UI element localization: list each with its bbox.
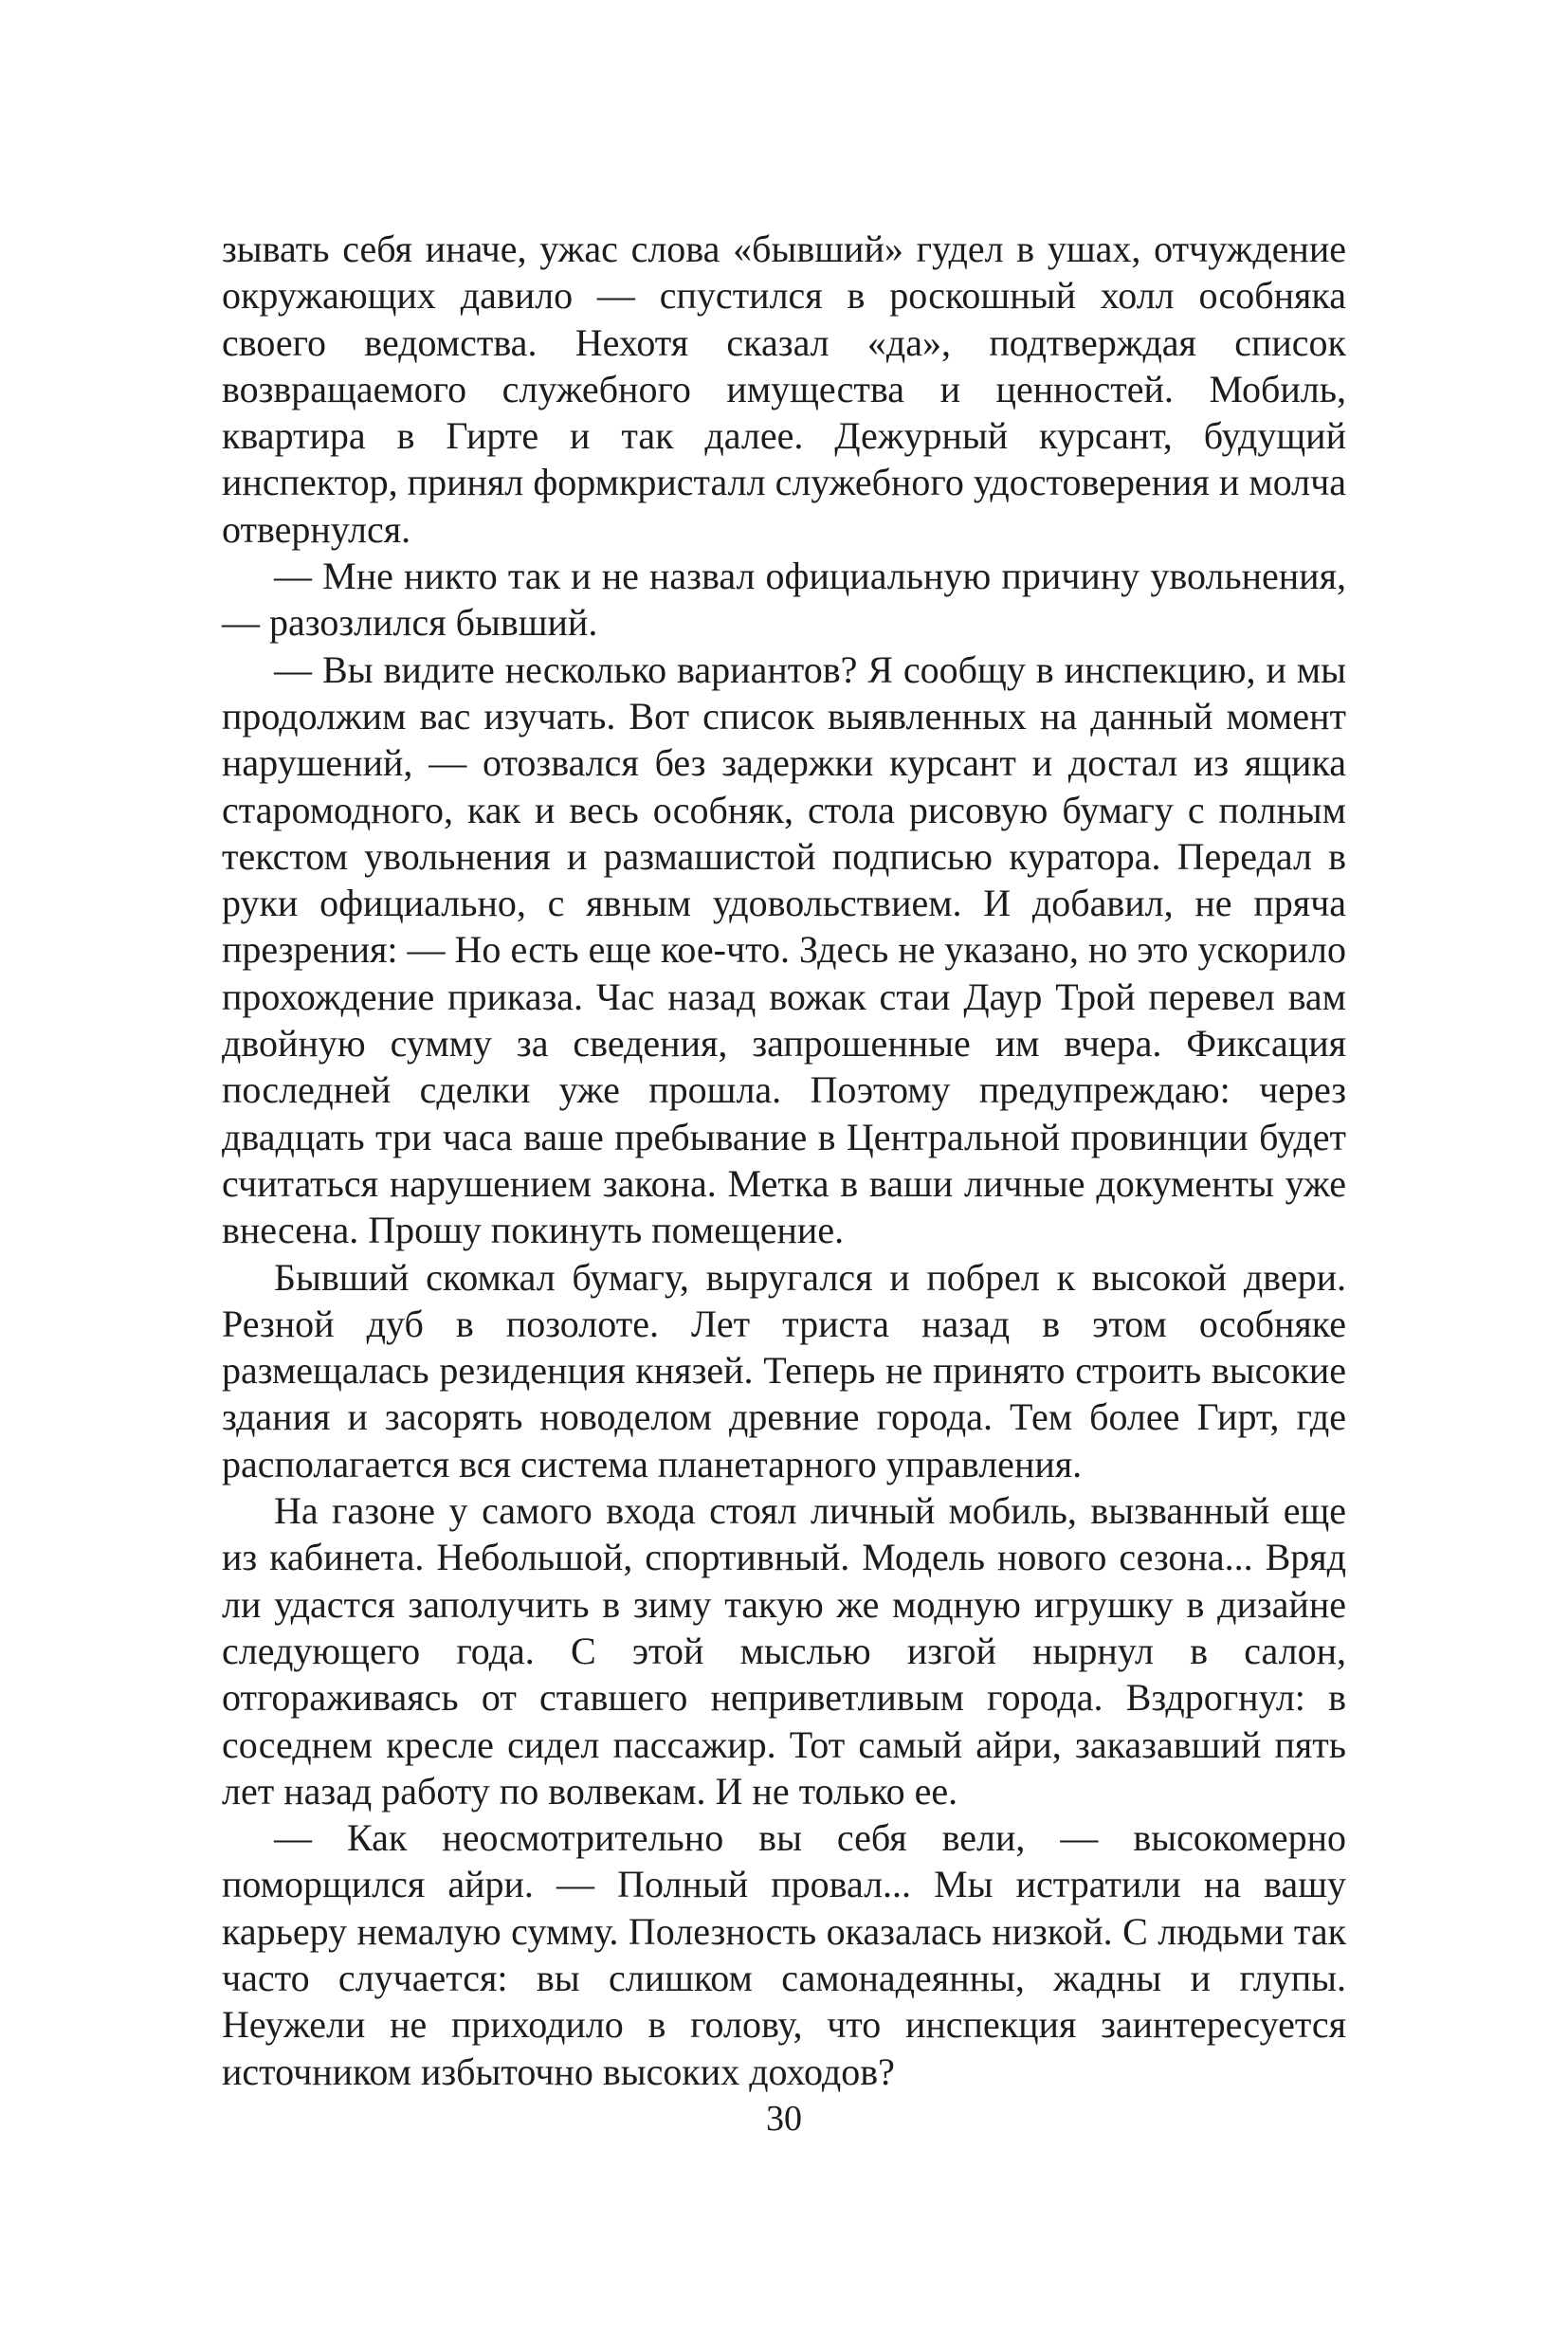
- paragraph-5: На газоне у самого входа стоял личный мобиль, вызванный еще из кабинета. Небольшой, спортивный. Модель нового сезона... Вряд ли удастся заполучить в зиму такую же модную игрушку в дизайне следующего года. С этой мыслью изгой нырнул в салон, отгораживаясь от ставшего неприветливым города. Вздрогнул: в соседнем кресле сидел пассажир. Тот самый айри, заказавший пять лет назад работу по волвекам. И не только ее.: [222, 1489, 1346, 1813]
- paragraph-1: зывать себя иначе, ужас слова «бывший» гудел в ушах, отчуждение окружающих давило — спустился в роскошный холл особняка своего ведомства. Нехотя сказал «да», подтверждая список возвращаемого служебного имущества и ценностей. Мобиль, квартира в Гирте и так далее. Дежурный курсант, будущий инспектор, принял формкристалл служебного удостоверения и молча отвернулся.: [222, 228, 1346, 551]
- paragraph-6: — Как неосмотрительно вы себя вели, — высокомерно поморщился айри. — Полный провал... Мы истратили на вашу карьеру немалую сумму. Полезность оказалась низкой. С людьми так часто случается: вы слишком самонадеянны, жадны и глупы. Неужели не приходило в голову, что инспекция заинтересуется источником избыточно высоких доходов?: [222, 1816, 1346, 2093]
- body-text: [222, 226, 1346, 2095]
- page-number: 30: [766, 2099, 802, 2139]
- paragraph-2: — Мне никто так и не назвал официальную причину увольнения, — разозлился бывший.: [222, 555, 1346, 645]
- paragraph-4: Бывший скомкал бумагу, выругался и побрел к высокой двери. Резной дуб в позолоте. Лет триста назад в этом особняке размещалась резиденция князей. Теперь не принято строить высокие здания и засорять новоделом древние города. Тем более Гирт, где располагается вся система планетарного управления.: [222, 1255, 1346, 1485]
- paragraph-3: — Вы видите несколько вариантов? Я сообщу в инспекцию, и мы продолжим вас изучать. Вот список выявленных на данный момент нарушений, — отозвался без задержки курсант и достал из ящика старомодного, как и весь особняк, стола рисовую бумагу с полным текстом увольнения и размашистой подписью куратора. Передал в руки официально, с явным удовольствием. И добавил, не пряча презрения: — Но есть еще кое-что. Здесь не указано, но это ускорило прохождение приказа. Час назад вожак стаи Даур Трой перевел вам двойную сумму за сведения, запрошенные им вчера. Фиксация последней сделки уже прошла. Поэтому предупреждаю: через двадцать три часа ваше пребывание в Центральной провинции будет считаться нарушением закона. Метка в ваши личные документы уже внесена. Прошу покинуть помещение.: [222, 647, 1346, 1252]
